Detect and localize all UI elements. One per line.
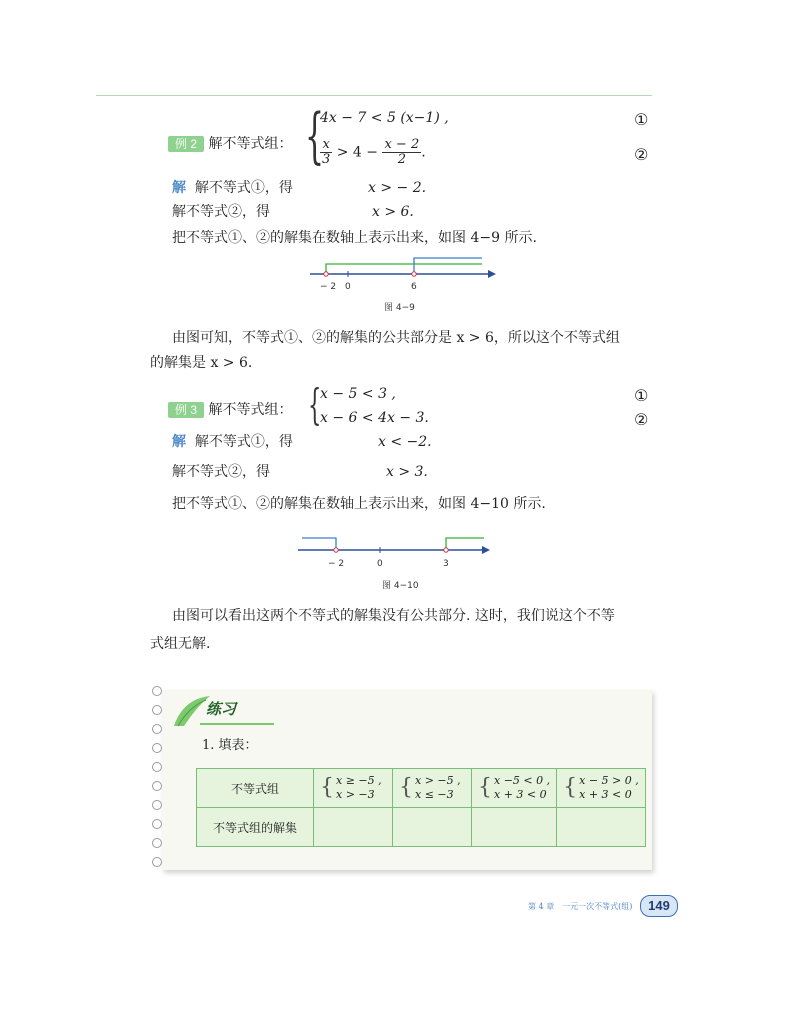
example-2-solution-line-1: 解 解不等式①，得 <box>172 180 293 196</box>
example-3-conclusion-1: 由图可以看出这两个不等式的解集没有公共部分. 这时，我们说这个不等 <box>172 608 615 624</box>
table-row-label: 不等式组的解集 <box>197 808 314 847</box>
example-3-prompt: 解不等式组： <box>208 402 293 418</box>
ring-icon <box>152 838 162 848</box>
example-2-brace: { <box>305 101 325 171</box>
system-cell-3: { x −5 < 0 , x + 3 < 0 <box>472 769 557 808</box>
tick-label-3: 3 <box>443 559 449 569</box>
system-cell-1: { x ≥ −5 , x > −3 <box>314 769 393 808</box>
example-2-solution-line-3: 把不等式①、②的解集在数轴上表示出来，如图 4−9 所示. <box>172 230 537 246</box>
mark-circled-1-ex3: ① <box>634 386 649 405</box>
exercise-title: 练习 <box>206 700 237 718</box>
ring-icon <box>152 705 162 715</box>
example-2-conclusion-1: 由图可知，不等式①、②的解集的公共部分是 x > 6，所以这个不等式组 <box>172 330 620 346</box>
example-3-brace: { <box>308 380 322 429</box>
tick-label-minus-2: − 2 <box>320 282 337 292</box>
axis-arrow <box>488 270 496 278</box>
example-2-result-2: x > 6. <box>372 204 414 220</box>
figure-4-9-number-line <box>310 252 500 294</box>
solution-set-1-line <box>302 538 336 550</box>
tick-label-0: 0 <box>345 282 351 292</box>
example-2-badge: 例 2 <box>168 136 204 152</box>
example-2-conclusion-2: 的解集是 x > 6. <box>150 355 253 371</box>
open-point-3 <box>444 548 448 552</box>
ring-icon <box>152 819 162 829</box>
mark-circled-1: ① <box>634 110 649 129</box>
example-2-solution-line-2: 解不等式②，得 <box>172 204 270 220</box>
example-3-result-1: x < −2. <box>378 434 432 450</box>
mark-circled-2-ex3: ② <box>634 410 649 429</box>
tick-label-0: 0 <box>377 559 383 569</box>
open-point-6 <box>412 272 416 276</box>
header-rule <box>96 95 652 96</box>
tick-label-6: 6 <box>411 282 417 292</box>
ring-icon <box>152 857 162 867</box>
figure-4-10-number-line <box>298 530 498 574</box>
page-number: 149 <box>640 895 678 917</box>
example-3-solution-line-2: 解不等式②，得 <box>172 464 270 480</box>
table-row <box>197 808 646 847</box>
example-3-conclusion-2: 式组无解. <box>150 636 211 652</box>
exercise-q1: 1. 填表： <box>202 738 258 753</box>
ring-icon <box>152 686 162 696</box>
answer-cell-1[interactable] <box>314 808 393 847</box>
answer-cell-2[interactable] <box>393 808 472 847</box>
mark-circled-2: ② <box>634 145 649 164</box>
exercise-panel <box>162 690 652 870</box>
solution-set-2-line <box>414 258 482 274</box>
table-header-label: 不等式组 <box>197 769 314 808</box>
solution-set-2-line <box>446 538 484 550</box>
figure-4-10-caption: 图 4−10 <box>382 581 419 591</box>
answer-cell-3[interactable] <box>472 808 557 847</box>
example-3-result-2: x > 3. <box>386 464 428 480</box>
example-2-prompt: 解不等式组： <box>208 136 293 152</box>
solution-label: 解 <box>172 180 186 196</box>
axis-arrow <box>482 546 490 554</box>
figure-4-9-caption: 图 4−9 <box>384 303 415 313</box>
solution-label-ex3: 解 <box>172 434 186 450</box>
example-3-solution-line-3: 把不等式①、②的解集在数轴上表示出来，如图 4−10 所示. <box>172 496 546 512</box>
tick-label-minus-2: − 2 <box>328 559 345 569</box>
example-3-solution-line-1: 解 解不等式①，得 <box>172 434 293 450</box>
system-cell-4: { x − 5 > 0 , x + 3 < 0 <box>557 769 646 808</box>
example-3-ineq-1: x − 5 < 3 , <box>320 386 396 402</box>
solution-set-1-line <box>326 264 482 274</box>
ring-icon <box>152 781 162 791</box>
ring-icon <box>152 762 162 772</box>
example-3-ineq-2: x − 6 < 4x − 3. <box>320 410 429 426</box>
answer-cell-4[interactable] <box>557 808 646 847</box>
example-2-ineq-1: 4x − 7 < 5 (x−1) , <box>320 110 449 126</box>
example-2-result-1: x > − 2. <box>368 180 427 196</box>
example-3-badge: 例 3 <box>168 402 204 418</box>
ring-icon <box>152 743 162 753</box>
example-3-label <box>168 400 292 420</box>
exercise-table <box>196 768 646 847</box>
system-cell-2: { x > −5 , x ≤ −3 <box>393 769 472 808</box>
example-2-ineq-2: $\frac{x}{3}$ > 4 − $\frac{x - 2}{2}$ . <box>322 137 426 167</box>
open-point-minus-2 <box>334 548 338 552</box>
footer-chapter: 第 4 章 一元一次不等式(组) <box>528 902 633 911</box>
frac-x-over-3: $\frac{x}{3}$ <box>322 137 331 167</box>
ring-icon <box>152 724 162 734</box>
ring-icon <box>152 800 162 810</box>
open-point-minus-2 <box>324 272 328 276</box>
frac-x-minus-2-over-2: $\frac{x - 2}{2}$ <box>384 137 420 167</box>
table-row <box>197 769 646 808</box>
example-2-label <box>168 134 292 154</box>
